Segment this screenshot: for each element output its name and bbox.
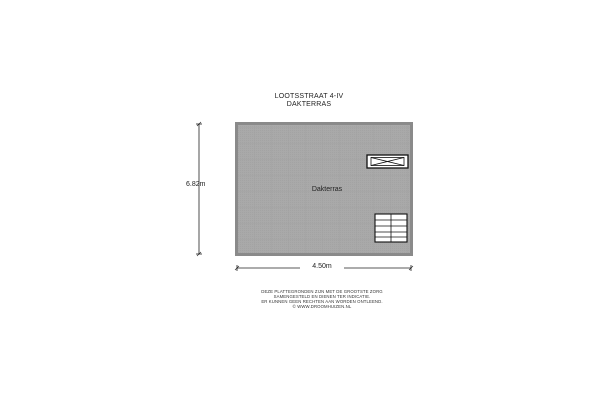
height-dimension-label: 6.82m xyxy=(186,181,206,188)
floor-title: DAKTERRAS xyxy=(286,101,332,108)
disclaimer-link[interactable]: © WWW.DROOMHUIZEN.NL xyxy=(292,304,352,309)
width-dimension-label: 4.50m xyxy=(300,263,344,270)
skylight-icon xyxy=(367,155,408,168)
disclaimer-line: ER KUNNEN GEEN RECHTEN AAN WORDEN ONTLEEND. xyxy=(261,299,383,304)
staircase-icon xyxy=(375,214,407,242)
room-label: Dakterras xyxy=(311,186,343,193)
address-title: LOOTSSTRAAT 4-IV xyxy=(274,93,344,100)
disclaimer xyxy=(222,289,422,309)
disclaimer-line: DEZE PLATTEGRONDEN ZIJN MET DE GROOTSTE ZORG xyxy=(261,289,383,294)
disclaimer-line: SAMENGESTELD EN DIENEN TER INDICATIE. xyxy=(273,294,371,299)
height-dimension-line xyxy=(196,122,202,256)
